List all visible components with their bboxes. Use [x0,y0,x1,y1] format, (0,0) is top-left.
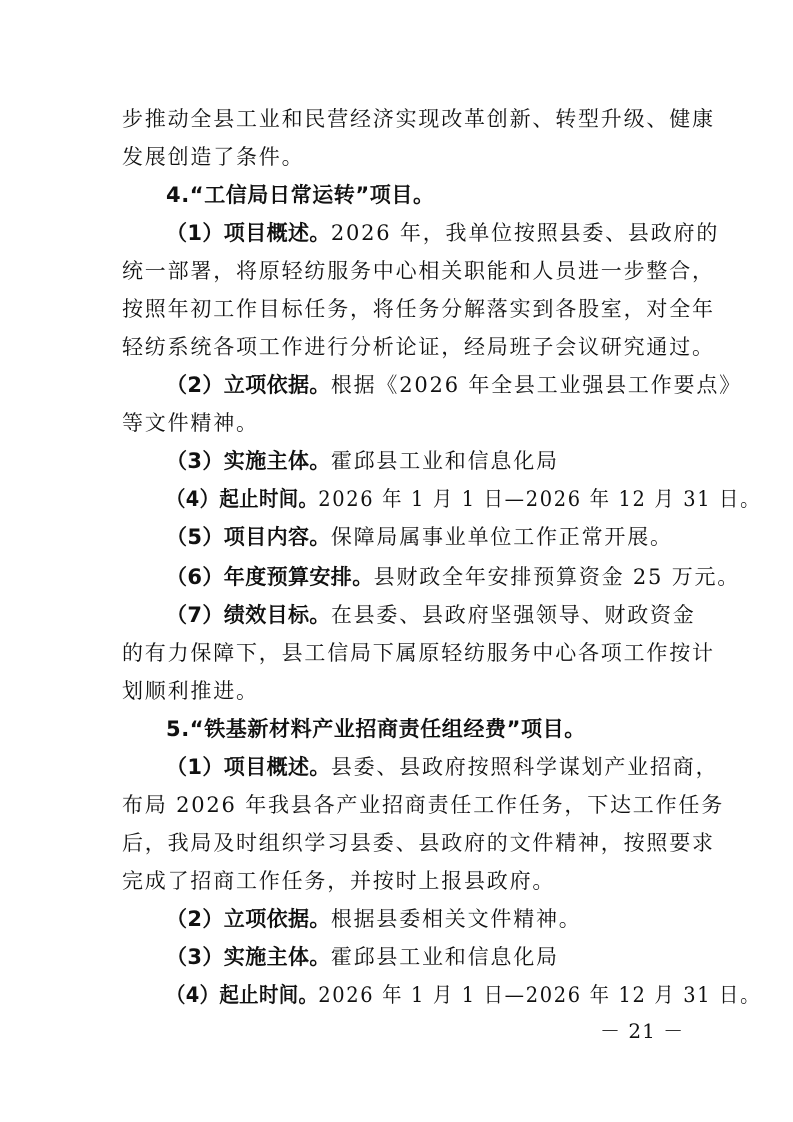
paragraph-line [122,638,715,668]
paragraph-line [122,256,715,286]
line-text: 步推动全县工业和民营经济实现改革创新、转型升级、健康 [122,107,715,131]
line-text: 在县委、县政府坚强领导、财政资金 [330,603,696,627]
line-text: 保障局属事业单位工作正常开展。 [330,525,673,549]
paragraph-line [122,790,724,820]
item-basis-line [166,370,742,400]
item-label: （4）起止时间。 [166,487,319,511]
heading-text: 4.“工信局日常运转”项目。 [166,183,435,207]
line-text: 县委、县政府按照科学谋划产业招商， [330,755,719,779]
section-heading-5 [166,714,586,744]
paragraph-line [122,676,259,706]
paragraph-line [122,332,715,362]
item-label: （2）立项依据。 [166,907,331,931]
paragraph-line [122,866,555,896]
line-text: 县财政全年安排预算资金 25 万元。 [373,565,741,589]
item-basis-line [166,904,582,934]
line-text: 等文件精神。 [122,411,259,435]
paragraph-line [122,408,259,438]
line-text: 2026 年 1 月 1 日—2026 年 12 月 31 日。 [318,487,762,511]
line-text: 根据《2026 年全县工业强县工作要点》 [330,373,742,397]
line-text: 霍邱县工业和信息化局 [330,449,559,473]
item-label: （1）项目概述。 [166,755,331,779]
item-entity-line [166,942,559,972]
item-label: （3）实施主体。 [166,945,331,969]
line-text: 2026 年，我单位按照县委、县政府的 [330,221,720,245]
item-label: （4）起止时间。 [166,983,319,1007]
page-number: － 21 － [600,1019,685,1043]
item-label: （5）项目内容。 [166,525,331,549]
item-label: （1）项目概述。 [166,221,331,245]
item-goal-line [166,600,696,630]
paragraph-line [122,828,715,858]
line-text: 霍邱县工业和信息化局 [330,945,559,969]
item-label: （3）实施主体。 [166,449,331,473]
item-period-line [166,484,761,514]
line-text: 布局 2026 年我县各产业招商责任工作任务，下达工作任务 [122,793,724,817]
item-entity-line [166,446,559,476]
paragraph-continuation-line [122,142,304,172]
item-label: （2）立项依据。 [166,373,331,397]
item-overview-line [166,218,719,248]
paragraph-continuation-line [122,104,715,134]
section-heading-4 [166,180,435,210]
line-text: 发展创造了条件。 [122,145,305,169]
item-label: （6）年度预算安排。 [166,565,374,589]
heading-text: 5.“铁基新材料产业招商责任组经费”项目。 [166,717,586,741]
paragraph-line [122,294,715,324]
item-period-line [166,980,761,1010]
line-text: 根据县委相关文件精神。 [330,907,582,931]
line-text: 完成了招商工作任务，并按时上报县政府。 [122,869,556,893]
line-text: 2026 年 1 月 1 日—2026 年 12 月 31 日。 [318,983,762,1007]
line-text: 划顺利推进。 [122,679,259,703]
item-label: （7）绩效目标。 [166,603,331,627]
line-text: 按照年初工作目标任务，将任务分解落实到各股室，对全年 [122,297,715,321]
item-budget-line [166,562,740,592]
item-overview-line [166,752,718,782]
line-text: 统一部署，将原轻纺服务中心相关职能和人员进一步整合， [122,259,715,283]
item-content-line [166,522,673,552]
line-text: 轻纺系统各项工作进行分析论证，经局班子会议研究通过。 [122,335,715,359]
line-text: 的有力保障下，县工信局下属原轻纺服务中心各项工作按计 [122,641,715,665]
line-text: 后，我局及时组织学习县委、县政府的文件精神，按照要求 [122,831,715,855]
